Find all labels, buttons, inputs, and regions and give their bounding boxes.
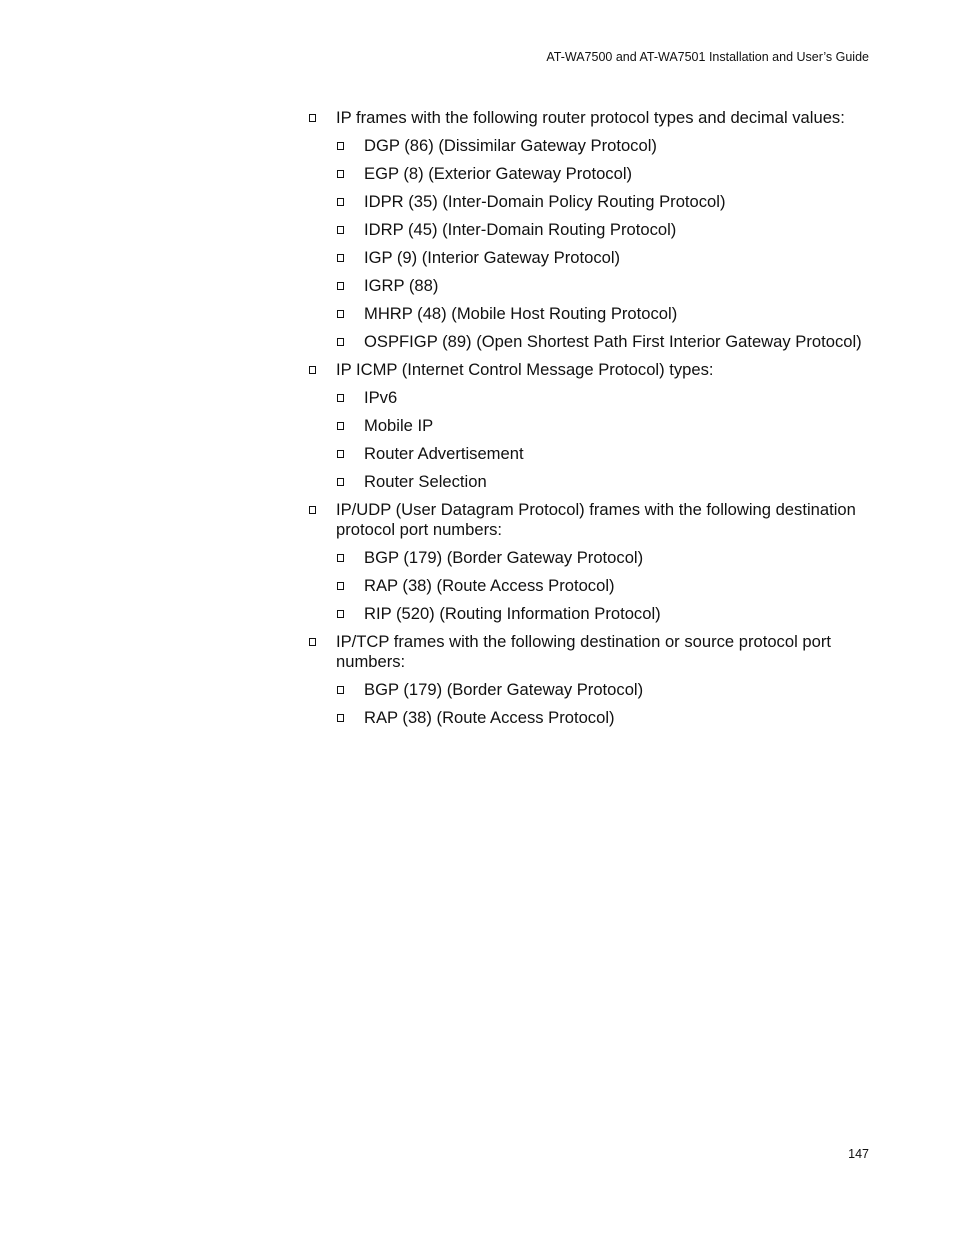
checkbox-bullet-icon (337, 394, 344, 402)
list-item-text: IP/TCP frames with the following destination or source protocol port numbers: (336, 632, 831, 671)
checkbox-bullet-icon (337, 582, 344, 590)
list-item-text: Router Selection (364, 472, 487, 491)
sub-list-item (308, 472, 878, 492)
checkbox-bullet-icon (337, 610, 344, 618)
checkbox-bullet-icon (337, 198, 344, 206)
running-header: AT-WA7500 and AT-WA7501 Installation and User’s Guide (546, 50, 869, 64)
sub-list-item (308, 548, 878, 568)
checkbox-bullet-icon (309, 366, 316, 374)
list-item-text: RAP (38) (Route Access Protocol) (364, 576, 615, 595)
sub-list-item (308, 220, 878, 240)
list-item-text: IP frames with the following router protocol types and decimal values: (336, 108, 845, 127)
page-number: 147 (848, 1147, 869, 1161)
sub-list-item (308, 416, 878, 436)
sub-list-item (308, 680, 878, 700)
list-item-text: IDRP (45) (Inter-Domain Routing Protocol) (364, 220, 677, 239)
checkbox-bullet-icon (337, 686, 344, 694)
checkbox-bullet-icon (309, 506, 316, 514)
checkbox-bullet-icon (337, 226, 344, 234)
sub-list-item (308, 136, 878, 156)
list-item-text: RAP (38) (Route Access Protocol) (364, 708, 615, 727)
sub-list-item (308, 388, 878, 408)
checkbox-bullet-icon (337, 310, 344, 318)
sub-list-item (308, 332, 878, 352)
list-item-text: IDPR (35) (Inter-Domain Policy Routing Protocol) (364, 192, 726, 211)
sub-list-item (308, 576, 878, 596)
checkbox-bullet-icon (337, 450, 344, 458)
sub-list-item (308, 164, 878, 184)
list-item-text: Mobile IP (364, 416, 434, 435)
list-item-text: IGP (9) (Interior Gateway Protocol) (364, 248, 621, 267)
list-item (308, 360, 878, 380)
checkbox-bullet-icon (337, 554, 344, 562)
list-item-text: EGP (8) (Exterior Gateway Protocol) (364, 164, 633, 183)
list-item-text: BGP (179) (Border Gateway Protocol) (364, 548, 644, 567)
list-item-text: DGP (86) (Dissimilar Gateway Protocol) (364, 136, 657, 155)
sub-list-item (308, 248, 878, 268)
checkbox-bullet-icon (337, 142, 344, 150)
list-item-text: IP ICMP (Internet Control Message Protocol) types: (336, 360, 714, 379)
sub-list-item (308, 276, 878, 296)
checkbox-bullet-icon (337, 478, 344, 486)
list-item-text: IP/UDP (User Datagram Protocol) frames with the following destination protocol port numbers: (336, 500, 856, 539)
list-item (308, 500, 878, 540)
list-item-text: MHRP (48) (Mobile Host Routing Protocol) (364, 304, 678, 323)
checkbox-bullet-icon (309, 114, 316, 122)
list-item-text: IGRP (88) (364, 276, 439, 295)
list-item-text: RIP (520) (Routing Information Protocol) (364, 604, 661, 623)
checkbox-bullet-icon (309, 638, 316, 646)
list-item (308, 108, 878, 128)
checkbox-bullet-icon (337, 254, 344, 262)
sub-list-item (308, 304, 878, 324)
checkbox-bullet-icon (337, 422, 344, 430)
list-item-text: Router Advertisement (364, 444, 524, 463)
sub-list-item (308, 708, 878, 728)
checkbox-bullet-icon (337, 338, 344, 346)
sub-list-item (308, 604, 878, 624)
list-item-text: IPv6 (364, 388, 398, 407)
checkbox-bullet-icon (337, 282, 344, 290)
checkbox-bullet-icon (337, 714, 344, 722)
list-item-text: OSPFIGP (89) (Open Shortest Path First Interior Gateway Protocol) (364, 332, 862, 351)
list-item-text: BGP (179) (Border Gateway Protocol) (364, 680, 644, 699)
sub-list-item (308, 192, 878, 212)
list-item (308, 632, 878, 672)
checkbox-bullet-icon (337, 170, 344, 178)
protocol-bullet-list (308, 108, 878, 728)
sub-list-item (308, 444, 878, 464)
